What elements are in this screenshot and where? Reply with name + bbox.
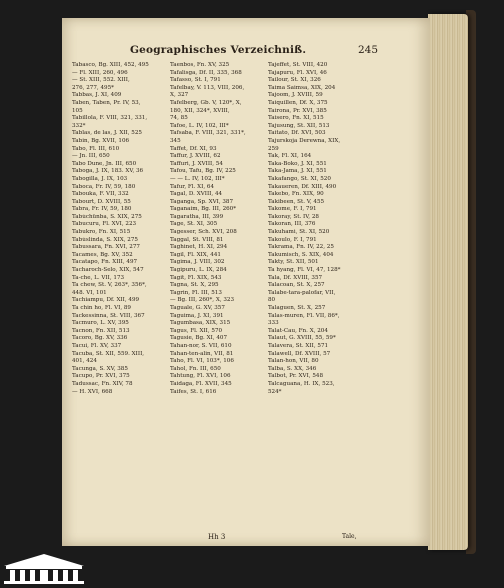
index-entry: Takebo, Fn. XIX, 90 — [268, 191, 324, 198]
index-entry: Taffur, J. XVIII, 62 — [170, 153, 221, 160]
index-entry: Tabillola, F. VIII, 321, 331, — [72, 115, 148, 122]
index-entry: X, 327 — [170, 92, 189, 99]
index-entry: Taben, Taben, Pr. IV, 53, — [72, 99, 141, 106]
index-entry: Tabo, Fl. III, 610 — [72, 145, 120, 152]
index-entry: Tagumbasa, XIX, 315 — [170, 320, 231, 327]
index-entry: Tagus, Fl. XII, 570 — [170, 327, 223, 334]
index-entry: Talas-muren, Fl. VII, 86*, — [268, 312, 340, 319]
index-entry: Taganga, Sp. XVI, 387 — [170, 198, 234, 205]
library-building-icon — [0, 552, 88, 584]
page-number: 245 — [357, 44, 378, 56]
index-entry: Tahtung, Fl. XVI, 106 — [170, 373, 231, 380]
index-entry: Tagrin, Fl. III, 513 — [170, 289, 222, 296]
index-entry: Tage, St. XI, 305 — [170, 221, 218, 228]
index-entry: Tagipuru, L. IX, 284 — [170, 267, 227, 274]
index-entry: Tajapuru, Fl. XVI, 46 — [268, 69, 327, 76]
index-entry: Tacnon, Fn. XII, 513 — [72, 327, 130, 334]
library-building-logo-icon — [0, 552, 88, 584]
index-entry: — H. XVI, 668 — [72, 388, 113, 395]
page-edges — [428, 14, 468, 550]
index-entry: Tabo Dune, Jn. III, 650 — [72, 160, 137, 167]
index-entry: 105 — [72, 107, 83, 114]
index-entry: Tafur, Fl. XI, 64 — [170, 183, 215, 190]
index-entry: Taffet, Df. XI, 93 — [170, 145, 217, 152]
printer-signature: Hh 3 — [208, 533, 226, 541]
index-entry: Tafasso, St. I, 791 — [170, 77, 221, 84]
index-entry: Tagesser, Sch. XVI, 208 — [170, 229, 237, 236]
index-entry: — Fl. XIII, 260, 496 — [72, 69, 128, 76]
index-entry: Tagima, J. VIII, 302 — [170, 259, 225, 266]
index-entry: Tajeffet, St. VIII, 420 — [268, 62, 328, 68]
index-column-3 — [268, 62, 356, 396]
index-entry: Tacoro, Bg. XV, 336 — [72, 335, 128, 342]
index-entry: Ta hyang, Fl. VI, 47, 128* — [268, 267, 341, 274]
index-entry: Tafou, Tafu, Bg. IV, 225 — [170, 168, 236, 175]
index-entry: Ta-che, L. VII, 173 — [72, 274, 125, 281]
page-title: Geographisches Verzeichniß. — [130, 44, 307, 56]
index-entry: Talaguen, St. X, 257 — [268, 305, 326, 311]
index-entry: Talaut, G. XVIII, 55, 59* — [268, 335, 336, 342]
index-entry: Takoran, III, 376 — [268, 221, 316, 228]
index-entry: Tacharoch-Selo, XIX, 547 — [72, 267, 144, 274]
index-entry: — Bg. III, 260*, X, 323 — [170, 297, 235, 304]
index-entry: Ta chew, St. V, 263*, 356*, — [72, 282, 147, 289]
index-entry: 448. VI, 101 — [72, 289, 107, 296]
index-entry: Tagusie, Bg. XI, 407 — [170, 335, 228, 342]
catchword: Tale, — [342, 533, 357, 540]
index-entry: Tala, Df. XVIII, 357 — [268, 274, 323, 281]
index-entry: Taguale, G. XV, 357 — [170, 305, 225, 311]
index-entry: Tagal, D. XVIII, 44 — [170, 191, 223, 198]
index-entry: Talba, S. XX, 346 — [268, 365, 317, 372]
index-entry: Tabúslinda, S. XIX, 275 — [72, 236, 138, 243]
index-entry: Tablas, de las, J. XII, 525 — [72, 130, 142, 137]
index-entry: Taffuri, J. XVIII, 54 — [170, 160, 223, 167]
index-entry: Tacui, Fl. XV, 337 — [72, 342, 122, 349]
index-entry: 401, 424 — [72, 358, 97, 365]
index-entry: Taifes, St. I, 616 — [170, 388, 217, 395]
index-entry: Tabasco, Bg. XIII, 452, 495 — [72, 62, 149, 68]
index-entry: Takoulo, F. I, 791 — [268, 236, 317, 243]
index-entry: Takome, F. I, 791 — [268, 206, 317, 213]
index-entry: Takty, St. XII, 501 — [268, 259, 319, 266]
index-entry: Tacuba, St. XII, 559. XIII, — [72, 350, 145, 357]
index-entry: Tagit, Fl. XIX, 543 — [170, 274, 222, 281]
index-entry: Tahol, Fn. III, 650 — [170, 365, 221, 372]
index-entry: Tacatapo, Fn. XIII, 497 — [72, 259, 138, 266]
index-entry: Tagil, Fl. XIX, 441 — [170, 251, 221, 258]
index-entry: Taka-Boko, J. XI, 551 — [268, 160, 327, 167]
index-entry: Tajusung, St. XII, 513 — [268, 122, 330, 129]
index-entry: Taima Saimsa, XIX, 204 — [268, 84, 336, 91]
index-entry: Tacmuro, L. XV, 395 — [72, 320, 129, 327]
index-entry: 345 — [170, 137, 181, 144]
index-entry: 259 — [268, 145, 279, 152]
index-entry: Tabbas, J. XI, 409 — [72, 92, 122, 99]
index-entry: Taiquillen, Df. X, 375 — [268, 99, 328, 106]
index-entry: Tabucuru, Fl. XVI, 223 — [72, 221, 137, 228]
index-entry: Ta chin ho, Fl. VI, 89 — [72, 305, 131, 311]
index-entry: Talawell, Df. XVIII, 57 — [268, 350, 331, 357]
index-entry: Tabourt, D. XVIII, 55 — [72, 198, 131, 205]
index-entry: Tadussac, Fn. XIV, 78 — [72, 380, 133, 387]
index-column-2 — [170, 62, 258, 396]
index-entry: Tafelbay, V. 113, VIII, 206, — [170, 84, 245, 91]
index-entry: Taboga, J. IX, 183. XV, 36 — [72, 168, 144, 175]
index-entry: Tahan-ten-alin, VII, 81 — [170, 350, 234, 357]
index-entry: — Jn. III, 650 — [72, 153, 110, 160]
index-entry: Taguima, J. XI, 391 — [170, 312, 224, 319]
index-entry: Tajoom, J. XVIII, 59 — [268, 92, 323, 99]
index-entry: Talabe-tara-palofar, VII, — [268, 289, 336, 296]
index-entry: Talcaguana, H. IX, 523, — [268, 380, 335, 387]
index-entry: Tairona, Pr. XVI, 385 — [268, 107, 327, 114]
index-entry: Taisero, Fn. XI, 515 — [268, 115, 324, 122]
index-entry: 80 — [268, 297, 276, 304]
index-entry: 180, XII, 324*, XVIII, — [170, 107, 230, 114]
index-entry: 524* — [268, 388, 282, 395]
index-entry: Tafoe, L. IV, 102, III* — [170, 122, 229, 129]
index-entry: Tafalisga, Df. II, 335, 368 — [170, 69, 242, 76]
index-entry: Taho, Fl. VI, 103*, 106 — [170, 358, 234, 365]
index-entry: Tagaratha, III, 399 — [170, 213, 224, 220]
index-entry: Tabin, Bg. XVII, 106 — [72, 137, 130, 144]
index-entry: Taggal, St. VIII, 81 — [170, 236, 224, 243]
index-entry: Tak, Fl. XI, 164 — [268, 153, 312, 160]
page-header — [80, 44, 378, 60]
index-entry: Tabogilla, J. IX, 103 — [72, 175, 128, 182]
index-entry: Taghinet, H. XI, 294 — [170, 244, 228, 251]
index-entry: Taboca, Fr. IV, 59, 180 — [72, 183, 136, 190]
index-entry: Takibeen, St. V, 455 — [268, 198, 325, 205]
index-entry: Takrama, Fn. IV, 22, 25 — [268, 244, 334, 251]
index-entry: Tabussara, Fn. XVI, 277 — [72, 244, 140, 251]
index-entry: Taidaga, Fl. XVII, 345 — [170, 380, 232, 387]
index-entry: — St. XIII, 552. XIII, — [72, 77, 130, 84]
index-entry: Tabouka, F. VII, 332 — [72, 191, 129, 198]
index-entry: Tailour, St. XI, 326 — [268, 77, 321, 84]
index-entry: Tajurskoja Derewna, XIX, — [268, 137, 341, 144]
index-entry: Takoray, St. IV, 28 — [268, 213, 319, 220]
index-entry: Tafsaba, F. VIII, 321, 331*, — [170, 130, 246, 137]
index-entry: Takafango, St. XI, 520 — [268, 175, 331, 182]
index-entry: Tacunga, S. XV, 385 — [72, 365, 128, 372]
index-entry: Tacupo, Pr. XVI, 375 — [72, 373, 130, 380]
index-entry: — — L. IV, 102, III* — [170, 175, 225, 182]
index-entry: Takaueren, Df. XIII, 490 — [268, 183, 337, 190]
index-entry: Tabúchünba, S. XIX, 275 — [72, 213, 142, 220]
index-entry: Tafelberg, Gb. V, 120*, X, — [170, 99, 242, 106]
index-entry: Takumisch, S. XIX, 404 — [268, 251, 334, 258]
index-entry: Taenbos, Fn. XV, 325 — [170, 62, 230, 68]
index-entry: Talacoan, St. X, 257 — [268, 282, 325, 289]
index-entry: Tabra, Fr. IV, 59, 180 — [72, 206, 132, 213]
index-entry: Tahan-nor, S. VII, 610 — [170, 342, 232, 349]
index-entry: 332* — [72, 122, 86, 129]
index-entry: Taka-Jama, J. XI, 551 — [268, 168, 327, 175]
index-entry: Taitato, Df. XVI, 503 — [268, 130, 326, 137]
index-entry: 333 — [268, 320, 279, 327]
index-entry: Tachiampu, Df. XII, 499 — [72, 297, 140, 304]
index-entry: 74, 85 — [170, 115, 188, 122]
index-column-1 — [72, 62, 160, 396]
index-entry: 276, 277, 495* — [72, 84, 114, 91]
index-entry: Tackessinna, St. VIII, 367 — [72, 312, 145, 319]
index-entry: Talavera, St. XII, 571 — [268, 342, 329, 349]
index-entry: Tagna, St. X, 295 — [170, 282, 219, 289]
index-entry: Tacames, Bg. XV, 352 — [72, 251, 133, 258]
index-entry: Talat-Cau, Fn. X, 204 — [268, 327, 328, 334]
index-entry: Tabukro, Fn. XI, 515 — [72, 229, 131, 236]
index-entry: Takuhami, St. XI, 520 — [268, 229, 330, 236]
index-entry: Taganaim, Bg. III, 260* — [170, 206, 237, 213]
index-entry: Talan-hon, VII, 80 — [268, 358, 319, 365]
index-entry: Talbot, Pr. XVI, 548 — [268, 373, 324, 380]
